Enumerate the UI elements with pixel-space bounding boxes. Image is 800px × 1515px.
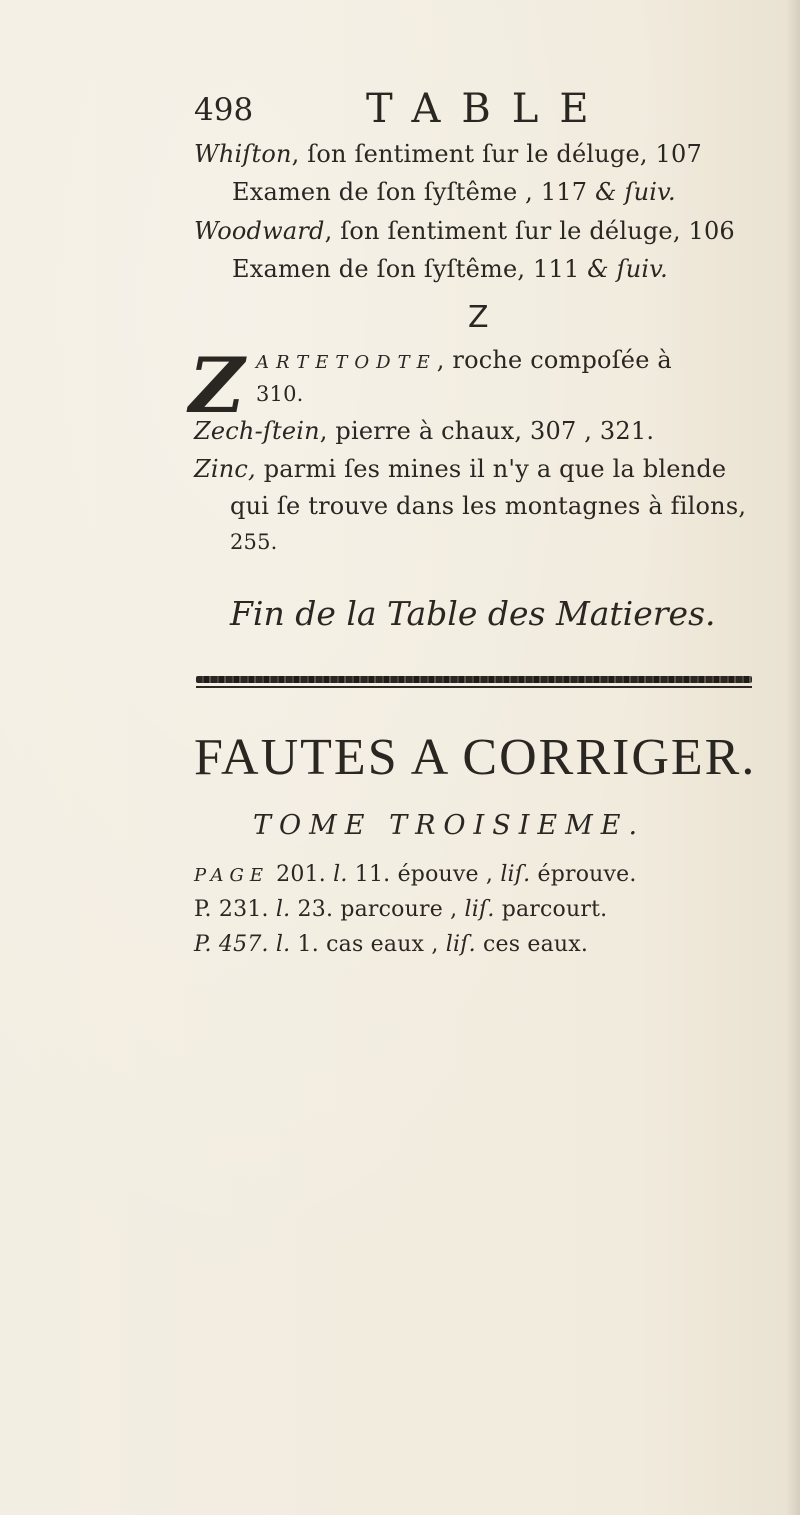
entry-text: , ſon ſentiment ſur le déluge, 107 [291,140,702,168]
errata-text2: 11. épouve , [347,862,501,887]
entry-ref: & ſuiv. [595,178,676,206]
running-head: TABLE [366,86,610,132]
errata-l: l. [275,932,291,957]
errata-lis: liſ. [500,862,531,887]
errata-lead: PAGE [194,865,269,886]
drop-cap: Z [189,341,245,430]
errata-line [194,897,607,922]
entry-name-smallcaps: ARTETODTE [256,352,437,373]
errata-text2: 1. cas eaux , [290,932,446,957]
rule-thin [196,686,752,688]
errata-l: l. [333,862,348,887]
index-entry-zinc-cont: qui ſe trouve dans les montagnes à filons, [230,492,747,520]
index-entry-zinc-page: 255. [230,530,278,554]
section-letter: Z [468,300,489,335]
entry-text: , roche compoſée à [436,346,672,374]
errata-l: l. [275,897,291,922]
errata-title: FAUTES A CORRIGER. [194,729,757,786]
page-edge-shadow [786,0,800,1515]
entry-name: Zinc, [194,455,256,483]
index-entry-zech-stein [194,417,654,445]
errata-text3: éprouve. [530,862,637,887]
entry-name: Whiſton [194,140,292,168]
entry-name: Woodward [194,217,325,245]
errata-text3: parcourt. [494,897,608,922]
index-entry-zinc [194,455,726,483]
errata-line [194,932,588,957]
end-note: Fin de la Table des Matieres. [230,594,716,633]
index-entry-whiston [194,140,702,168]
index-entry-zartetodte-page: 310. [256,382,304,406]
index-entry-woodward-sub [232,255,668,283]
errata-text3: ces eaux. [475,932,589,957]
errata-text2: 23. parcoure , [290,897,465,922]
entry-name: Zech-ſtein [194,417,320,445]
index-entry-zartetodte [256,346,672,374]
page-number: 498 [194,92,254,128]
errata-subtitle: TOME TROISIEME. [253,810,646,841]
entry-text: Examen de ſon ſyſtême , 117 [232,178,596,206]
errata-lis: liſ. [445,932,476,957]
ornamental-rule [196,676,752,690]
errata-lead: P. 457. [194,932,276,957]
errata-text: 201. [268,862,334,887]
errata-lis: liſ. [464,897,495,922]
entry-text: Examen de ſon ſyſtême, 111 [232,255,588,283]
errata-line [194,862,637,887]
entry-text: , pierre à chaux, 307 , 321. [319,417,655,445]
rule-thick [196,676,752,683]
entry-ref: & ſuiv. [587,255,669,283]
index-entry-woodward [194,217,735,245]
entry-text: , ſon ſentiment ſur le déluge, 106 [324,217,735,245]
entry-text: parmi ſes mines il n'y a que la blende [255,455,727,483]
errata-lead: P. 231. [194,897,276,922]
index-entry-whiston-sub [232,178,676,206]
